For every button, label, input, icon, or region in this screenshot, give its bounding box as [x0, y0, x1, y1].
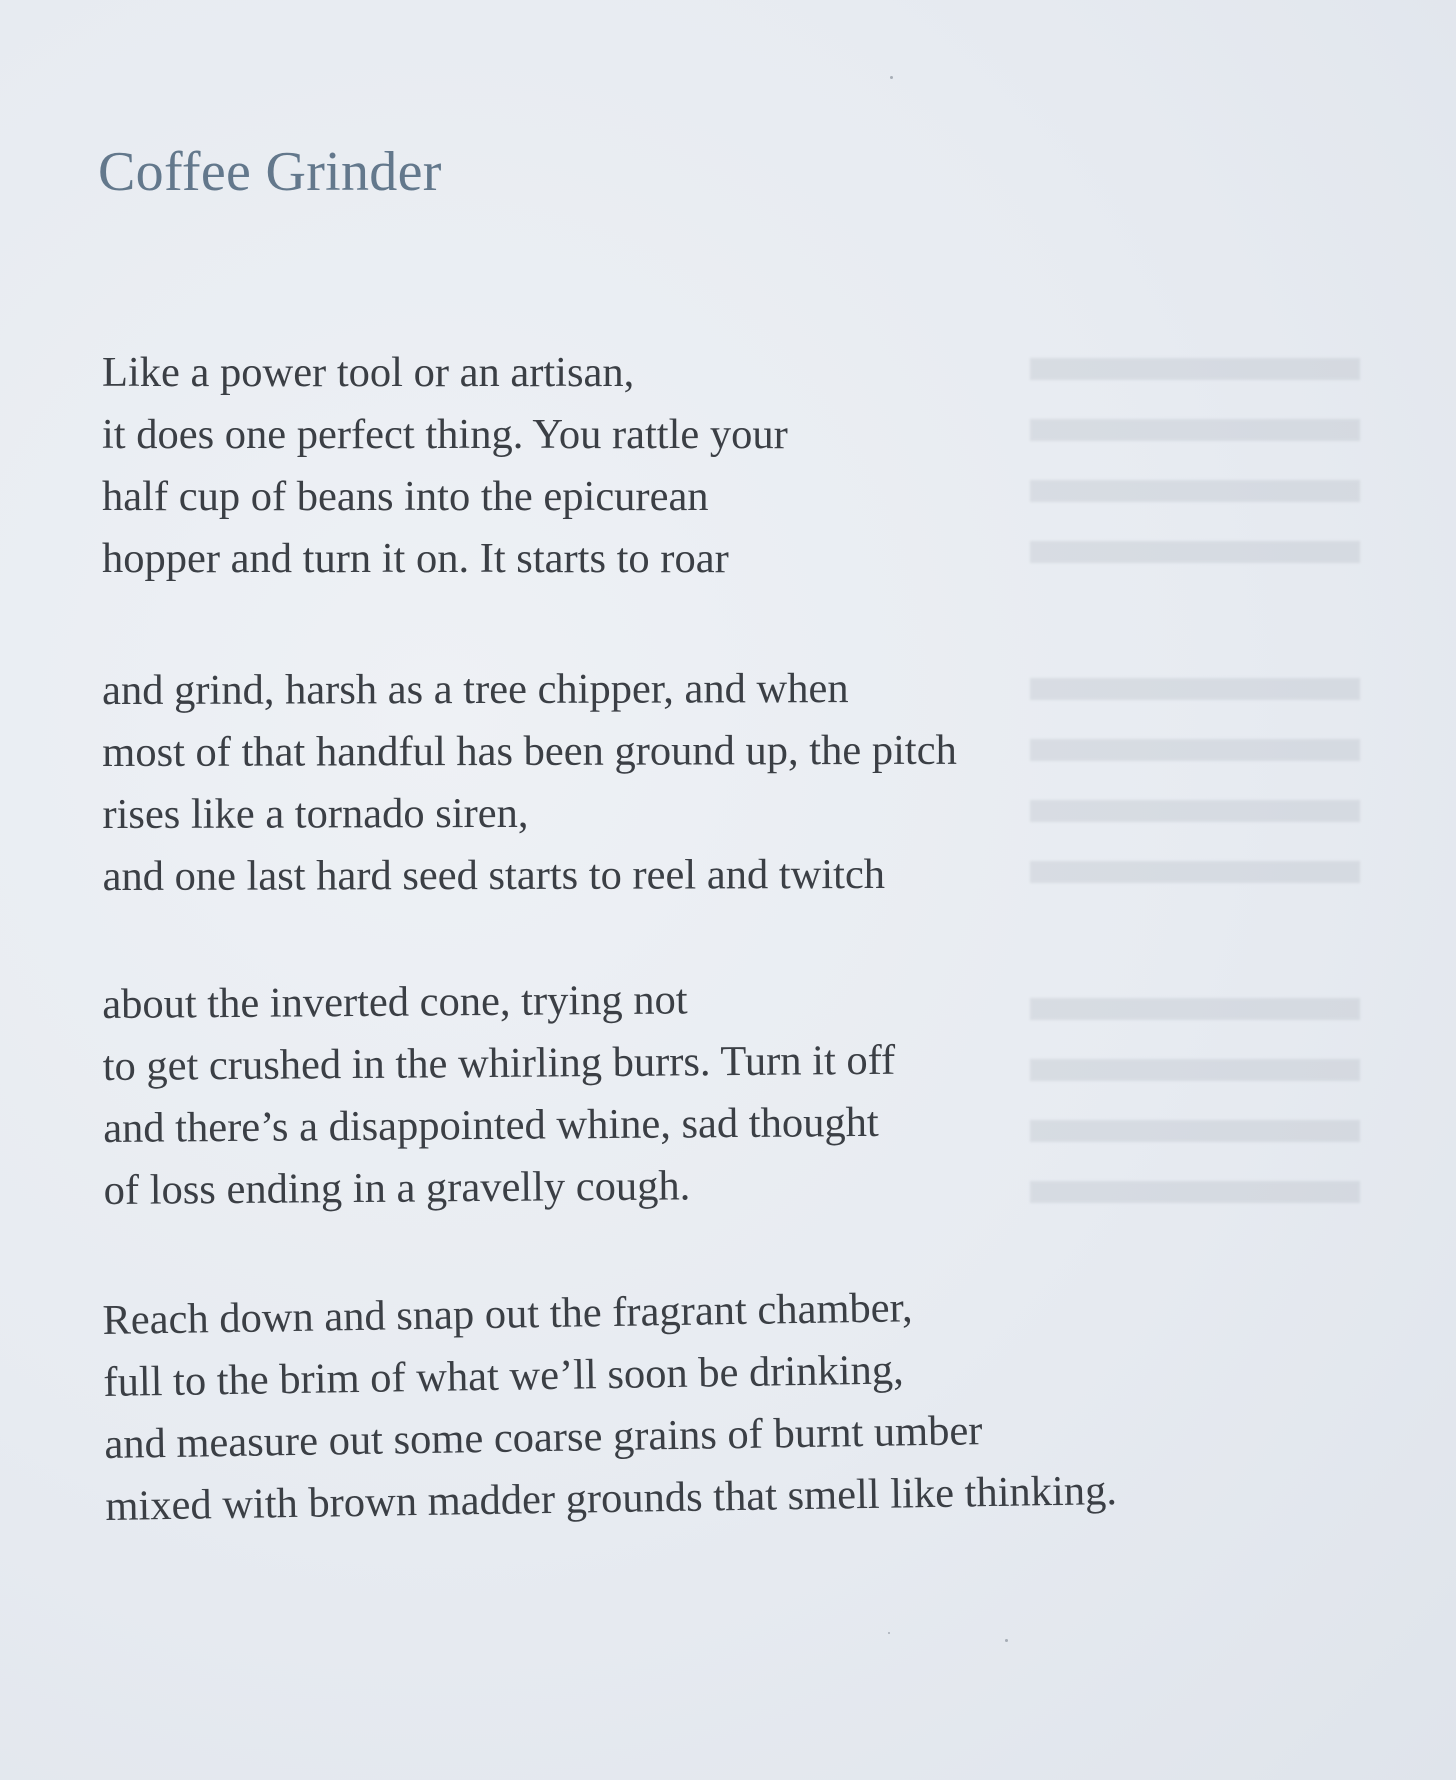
poem-line: and one last hard seed starts to reel and twitch — [102, 850, 886, 900]
poem-line: and there’s a disappointed whine, sad thought — [103, 1098, 879, 1152]
poem-line: it does one perfect thing. You rattle your — [102, 411, 788, 458]
show-through-from-reverse-page — [1030, 140, 1360, 1240]
poem-line: hopper and turn it on. It starts to roar — [102, 535, 729, 582]
poem-line: to get crushed in the whirling burrs. Turn it off — [102, 1036, 896, 1090]
poem-stanza-3 — [102, 968, 896, 1222]
poem-line: Reach down and snap out the fragrant chamber, — [102, 1284, 913, 1344]
paper-speck — [1005, 1639, 1008, 1642]
poem-line: half cup of beans into the epicurean — [102, 473, 709, 520]
poem-stanza-4 — [102, 1274, 1117, 1538]
poem-line: of loss ending in a gravelly cough. — [103, 1162, 691, 1214]
poem-line: Like a power tool or an artisan, — [102, 349, 635, 396]
poem-title: Coffee Grinder — [98, 141, 442, 203]
poem-line: mixed with brown madder grounds that smell like thinking. — [105, 1467, 1118, 1530]
poem-stanza-2 — [102, 658, 957, 908]
poem-line: and grind, harsh as a tree chipper, and when — [102, 665, 849, 714]
paper-speck — [890, 76, 893, 79]
poem-stanza-1 — [102, 342, 788, 590]
poem-line: rises like a tornado siren, — [102, 789, 529, 838]
poem-line: most of that handful has been ground up, the pitch — [102, 726, 957, 776]
paper-speck — [888, 1632, 890, 1634]
poem-line: full to the brim of what we’ll soon be drinking, — [103, 1346, 905, 1406]
poem-line: about the inverted cone, trying not — [102, 976, 688, 1028]
poem-line: and measure out some coarse grains of burnt umber — [104, 1407, 983, 1468]
